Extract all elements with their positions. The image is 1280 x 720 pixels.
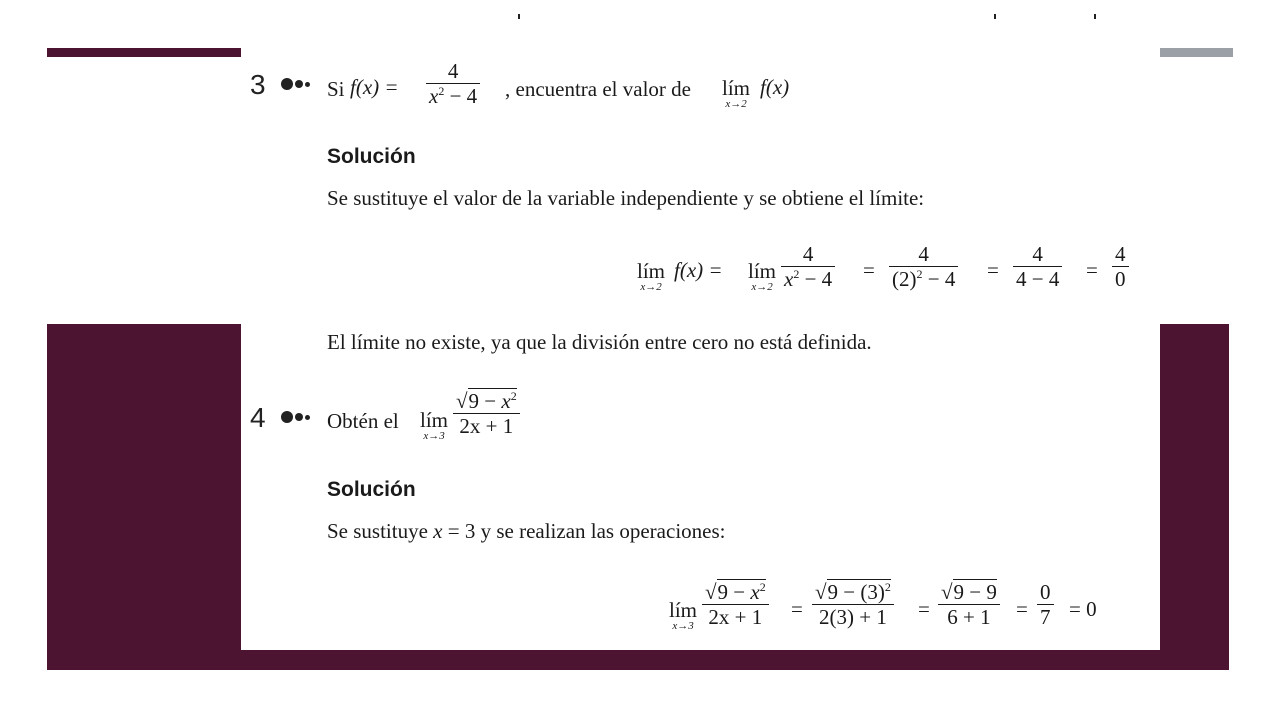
limit-operator: lím x→3 (420, 408, 449, 442)
scan-mark (1094, 14, 1096, 19)
problem-intro: Si (327, 77, 345, 101)
solution-heading: Solución (327, 145, 416, 168)
accent-bar-left (47, 48, 241, 57)
result-value: = 0 (1069, 597, 1097, 621)
scan-mark (518, 14, 520, 19)
document-page (241, 0, 1160, 650)
fraction-term: 4 $x^2 - 4$ (781, 242, 835, 291)
problem-number: 3 (250, 69, 266, 100)
accent-bar-right (1160, 48, 1233, 57)
fraction-term: 4 $(2)^2 - 4$ (889, 242, 958, 291)
limit-operator: lím x→2 (722, 76, 751, 110)
fraction-term: $√9 - (3)^2$ 2(3) + 1 (812, 580, 894, 629)
conclusion-text: El límite no existe, ya que la división entre cero no está definida. (327, 330, 872, 354)
solution-text: Se sustituye x = 3 y se realizan las operaciones: (327, 519, 726, 543)
fraction-term: √9 − 9 6 + 1 (938, 580, 1000, 629)
function-fraction: 4 $x^2 - 4$ (426, 59, 480, 108)
fraction-term: $√9 - x^2$ 2x + 1 (453, 389, 520, 438)
equals-sign: = (1016, 597, 1028, 621)
limit-operator: lím x→3 (669, 598, 698, 632)
fraction-term: $√9 - x^2$ 2x + 1 (702, 580, 769, 629)
fraction-term: 0 7 (1037, 580, 1054, 629)
problem-question: , encuentra el valor de (505, 77, 691, 101)
equals-sign: = (987, 258, 999, 282)
equals-sign: = (791, 597, 803, 621)
solution-heading: Solución (327, 478, 416, 501)
solution-text: Se sustituye el valor de la variable independiente y se obtiene el límite: (327, 186, 925, 210)
equals-sign: = (918, 597, 930, 621)
function-label: f(x) = (350, 75, 399, 99)
limit-function: f(x) = (674, 258, 723, 282)
equals-sign: = (863, 258, 875, 282)
fraction-term: 4 4 − 4 (1013, 242, 1062, 291)
problem-number: 4 (250, 402, 266, 433)
problem-intro: Obtén el (327, 409, 399, 433)
limit-function: f(x) (760, 75, 790, 99)
limit-operator: lím x→2 (748, 259, 777, 293)
fraction-term: 4 0 (1112, 242, 1129, 291)
equals-sign: = (1086, 258, 1098, 282)
limit-operator: lím x→2 (637, 259, 666, 293)
scan-mark (994, 14, 996, 19)
